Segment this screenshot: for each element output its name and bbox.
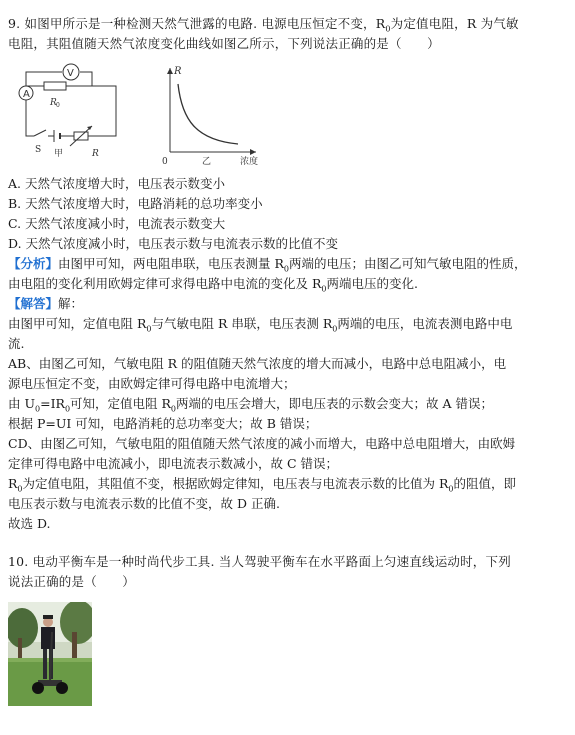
graph-origin: 0 <box>162 157 168 166</box>
resistance-curve <box>178 84 238 144</box>
figure-yi-label: 乙 <box>202 157 212 166</box>
ammeter-label: A <box>23 89 30 100</box>
solution-text: 为定值电阻，其阻值不变，根据欧姆定律知，电压表与电流表示数的比值为 R <box>22 476 449 491</box>
solution-text: 定律可得电路中电流减小，即电流表示数减小，故 C 错误； <box>8 456 339 471</box>
question-10-stem <box>8 552 566 592</box>
solution-text: 根据 P=UI 可知，电路消耗的总功率变大；故 B 错误； <box>8 416 318 431</box>
subscript: 0 <box>17 484 23 494</box>
analysis-text: 两端电压的变化. <box>326 276 418 291</box>
r-label: R <box>92 149 99 159</box>
analysis-text: 由电阻的变化利用欧姆定律可求得电路中电流的变化及 R <box>8 276 322 291</box>
switch-label: S <box>35 145 42 155</box>
solution-text: 电压表示数与电流表示数的比值不变，故 D 正确. <box>8 496 280 511</box>
solution-text: AB、由图乙可知，气敏电阻 R 的阻值随天然气浓度的增大而减小，电路中总电阻减小，电 <box>8 356 507 371</box>
solution-text: 两端的电压，电流表测电路中电 <box>337 316 513 331</box>
solution-text: =IR <box>40 396 65 411</box>
solution-text: 由 U <box>8 396 36 411</box>
subscript: 0 <box>448 484 454 494</box>
solution-tag: 【解答】 <box>8 296 59 311</box>
figure-jia-label: 甲 <box>54 149 64 159</box>
graph-ylabel: R <box>174 66 182 77</box>
q9-stem-text: 9. 如图甲所示是一种检测天然气泄露的电路. 电源电压恒定不变，R <box>8 16 386 31</box>
question-9-stem <box>8 14 566 54</box>
solution-text: 解： <box>58 296 84 311</box>
subscript: 0 <box>332 324 338 334</box>
segway-photo <box>8 602 92 706</box>
r0-label: R <box>50 98 57 108</box>
r0-resistor <box>44 82 66 90</box>
subscript: 0 <box>35 404 41 414</box>
solution-text: 源电压恒定不变，由欧姆定律可得电路中电流增大； <box>8 376 296 391</box>
option-d: D. 天然气浓度减小时，电压表示数与电流表示数的比值不变 <box>8 236 339 251</box>
voltmeter-label: V <box>67 68 74 79</box>
solution-text: 与气敏电阻 R 串联，电压表测 R <box>151 316 333 331</box>
subscript: 0 <box>321 284 327 294</box>
option-a: A. 天然气浓度增大时，电压表示数变小 <box>8 176 225 191</box>
circuit-diagram-jia <box>8 60 128 166</box>
subscript: 0 <box>64 404 71 414</box>
resistance-concentration-graph-yi <box>156 60 272 166</box>
graph-xlabel: 浓度 <box>240 157 259 166</box>
q9-stem-text: 为定值电阻，R 为气敏 <box>390 16 519 31</box>
solution-text: 故选 D. <box>8 516 51 531</box>
solution-text: CD、由图乙可知，气敏电阻的阻值随天然气浓度的减小而增大，电路中总电阻增大，由欧姆 <box>8 436 516 451</box>
subscript: 0 <box>170 404 177 414</box>
solution-block <box>8 294 566 534</box>
subscript: 0 <box>146 324 152 334</box>
subscript: 0 <box>385 24 391 34</box>
q10-stem-text: 10. 电动平衡车是一种时尚代步工具. 当人驾驶平衡车在水平路面上匀速直线运动时，下列 <box>8 554 511 569</box>
solution-text: 两端的电压会增大，即电压表的示数会变大；故 A 错误； <box>176 396 493 411</box>
analysis-text: 两端的电压；由图乙可知气敏电阻的性质， <box>289 256 527 271</box>
solution-text: R <box>8 476 18 491</box>
analysis-block <box>8 254 566 294</box>
solution-text: 由图甲可知，定值电阻 R <box>8 316 147 331</box>
solution-text: 可知，定值电阻 R <box>70 396 171 411</box>
q9-stem-text: 电阻，其阻值随天然气浓度变化曲线如图乙所示，下列说法正确的是（ ） <box>8 36 440 51</box>
subscript: 0 <box>283 264 289 274</box>
q10-stem-text: 说法正确的是（ ） <box>8 574 136 589</box>
analysis-text: 由图甲可知，两电阻串联，电压表测量 R <box>58 256 284 271</box>
option-b: B. 天然气浓度增大时，电路消耗的总功率变小 <box>8 196 263 211</box>
document-page <box>8 14 566 706</box>
option-c: C. 天然气浓度减小时，电流表示数变大 <box>8 216 226 231</box>
r0-label-sub: 0 <box>56 102 60 109</box>
q9-figures <box>8 60 566 168</box>
solution-text: 的阻值，即 <box>453 476 517 491</box>
analysis-tag: 【分析】 <box>8 256 59 271</box>
solution-text: 流. <box>8 336 25 351</box>
